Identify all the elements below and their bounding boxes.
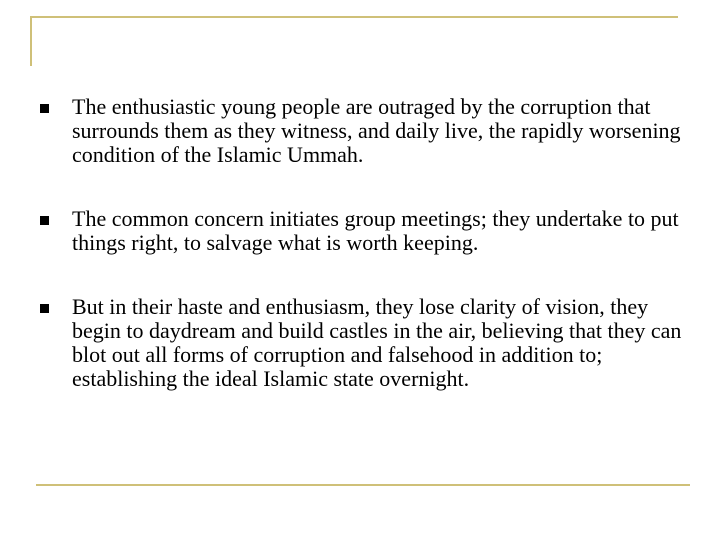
bullet-text: The enthusiastic young people are outraged by the corruption that surrounds them as they witness, and daily live, the rapidly worsening condition of the Islamic Ummah. [72, 94, 681, 167]
bullet-list [40, 95, 690, 391]
frame-top-line [30, 16, 678, 18]
bullet-text: But in their haste and enthusiasm, they lose clarity of vision, they begin to daydream and build castles in the air, believing that they can blot out all forms of corruption and falsehood in addition to; establishing the ideal Islamic state overnight. [72, 294, 682, 391]
bullet-item-3 [40, 295, 690, 391]
bullet-item-1 [40, 95, 690, 167]
bullet-text: The common concern initiates group meetings; they undertake to put things right, to salvage what is worth keeping. [72, 206, 679, 255]
frame-bottom-line [36, 484, 690, 486]
square-bullet-icon [40, 304, 49, 313]
square-bullet-icon [40, 216, 49, 225]
frame-left-line [30, 16, 32, 66]
square-bullet-icon [40, 104, 49, 113]
bullet-item-2 [40, 207, 690, 255]
